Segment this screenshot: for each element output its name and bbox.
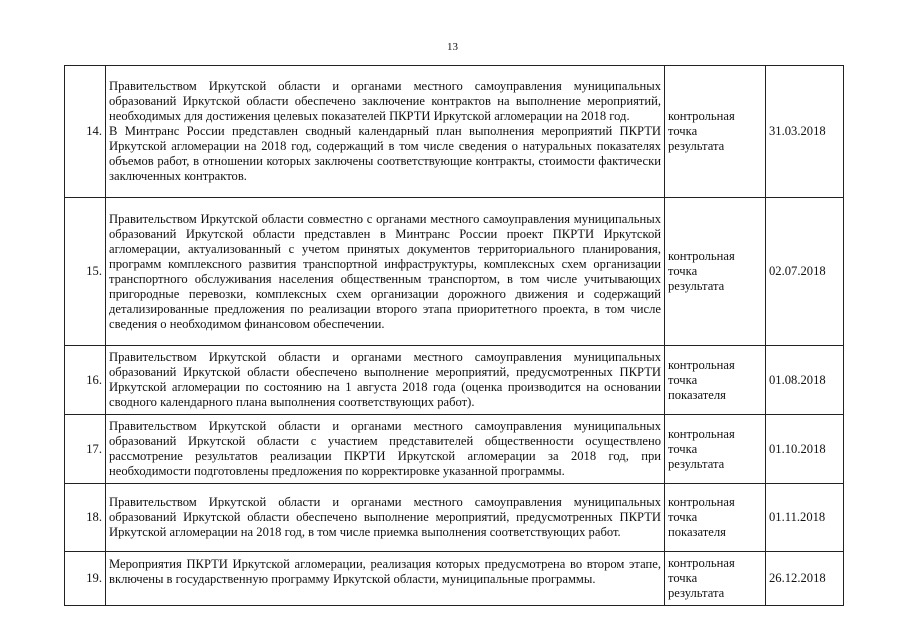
type-line: результата [668, 586, 725, 600]
description-paragraph: Правительством Иркутской области и органами местного самоуправления муниципальных образований Иркутской области обеспечено заключение контрактов на выполнение мероприятий, необходимых для достижения целевых показателей ПКРТИ Иркутской агломерации на 2018 год. [109, 79, 661, 123]
row-number: 19. [65, 552, 106, 606]
table-row [65, 552, 844, 606]
type-line: показателя [668, 525, 726, 539]
row-date: 31.03.2018 [766, 66, 844, 198]
row-date: 01.10.2018 [766, 415, 844, 484]
table-row [65, 346, 844, 415]
table-row [65, 66, 844, 198]
row-type [665, 66, 766, 198]
description-paragraph: В Минтранс России представлен сводный календарный план выполнения мероприятий ПКРТИ Иркутской агломерации на 2018 год, содержащий в том числе сведения о натуральных показателях объемов работ, в отношении которых заключены соответствующие контракты, стоимости фактически заключенных контрактов. [109, 124, 661, 183]
type-line: контрольная [668, 249, 735, 263]
row-description [106, 198, 665, 346]
type-line: контрольная [668, 109, 735, 123]
row-description [106, 66, 665, 198]
row-number: 16. [65, 346, 106, 415]
control-points-table [64, 65, 844, 606]
row-type [665, 415, 766, 484]
table-row [65, 415, 844, 484]
row-number: 15. [65, 198, 106, 346]
row-number: 17. [65, 415, 106, 484]
row-type [665, 552, 766, 606]
row-type [665, 484, 766, 552]
row-description [106, 346, 665, 415]
row-date: 01.11.2018 [766, 484, 844, 552]
type-line: контрольная [668, 495, 735, 509]
row-type [665, 346, 766, 415]
type-line: точка [668, 372, 698, 387]
table-row [65, 484, 844, 552]
type-line: результата [668, 456, 725, 471]
description-paragraph: Правительством Иркутской области и органами местного самоуправления муниципальных образований Иркутской области обеспечено выполнение мероприятий, предусмотренных ПКРТИ Иркутской агломерации по состоянию на 1 августа 2018 года (оценка производится на основании сводного календарного плана выполнения соответствующих работ). [109, 350, 661, 409]
description-paragraph: Правительством Иркутской области и органами местного самоуправления муниципальных образований Иркутской области обеспечено выполнение мероприятий, предусмотренных ПКРТИ Иркутской агломерации на 2018 год, в том числе приемка выполнения соответствующих работ. [109, 495, 661, 539]
row-date: 26.12.2018 [766, 552, 844, 606]
type-line: точка [668, 441, 698, 456]
type-line: результата [668, 279, 725, 293]
description-paragraph: Правительством Иркутской области совместно с органами местного самоуправления муниципальных образований Иркутской области представлен в Минтранс России проект ПКРТИ Иркутской агломерации, актуализованный с учетом принятых документов территориального планирования, программ комплексного развития транспортной инфраструктуры, комплексных схем организации транспортного обслуживания населения общественным транспортом, в том числе учитывающих пригородные перевозки, комплексных схем организации дорожного движения и содержащий детализированные предложения по реализации второго этапа приоритетного проекта, в том числе сведения о необходимом финансовом обеспечении. [109, 211, 661, 331]
type-line: контрольная [668, 426, 735, 441]
row-number: 18. [65, 484, 106, 552]
type-line: контрольная [668, 556, 735, 570]
row-number: 14. [65, 66, 106, 198]
type-line: показателя [668, 387, 726, 402]
row-date: 01.08.2018 [766, 346, 844, 415]
row-type [665, 198, 766, 346]
row-description [106, 415, 665, 484]
table-row [65, 198, 844, 346]
type-line: результата [668, 139, 725, 153]
page-number: 13 [447, 41, 458, 53]
row-description [106, 484, 665, 552]
row-description [106, 552, 665, 606]
type-line: точка [668, 124, 698, 138]
row-date: 02.07.2018 [766, 198, 844, 346]
type-line: точка [668, 510, 698, 524]
description-paragraph: Мероприятия ПКРТИ Иркутской агломерации, реализация которых предусмотрена во втором этапе, включены в государственную программу Иркутской области, муниципальные программы. [109, 557, 661, 586]
type-line: контрольная [668, 357, 735, 372]
description-paragraph: Правительством Иркутской области и органами местного самоуправления муниципальных образований Иркутской области с участием представителей общественности осуществлено рассмотрение результатов реализации ПКРТИ Иркутской агломерации за 2018 год, при необходимости подготовлены предложения по корректировке указанной программы. [109, 419, 661, 478]
type-line: точка [668, 264, 698, 278]
type-line: точка [668, 571, 698, 585]
